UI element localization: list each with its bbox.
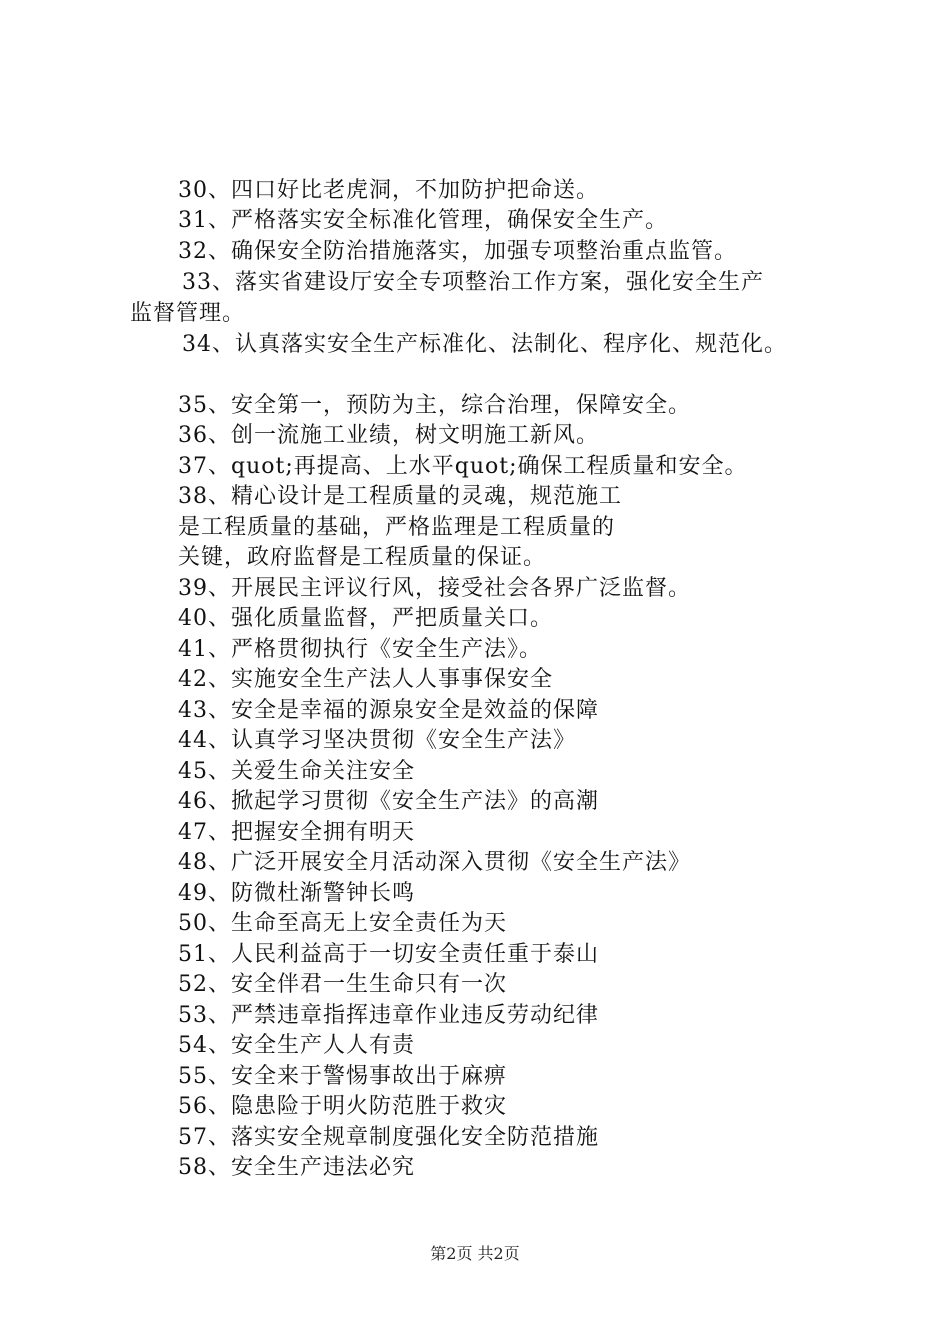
slogan-40: 40、强化质量监督，严把质量关口。	[178, 606, 553, 631]
slogan-50: 50、生命至高无上安全责任为天	[178, 911, 507, 936]
slogan-38-continued-2: 关键，政府监督是工程质量的保证。	[178, 545, 547, 570]
slogan-53: 53、严禁违章指挥违章作业违反劳动纪律	[178, 1003, 599, 1028]
slogan-54: 54、安全生产人人有责	[178, 1033, 415, 1058]
slogan-58: 58、安全生产违法必究	[178, 1155, 415, 1180]
slogan-34: 34、认真落实安全生产标准化、法制化、程序化、规范化。	[182, 332, 787, 357]
slogan-36: 36、创一流施工业绩，树文明施工新风。	[178, 423, 599, 448]
slogan-49: 49、防微杜渐警钟长鸣	[178, 881, 415, 906]
slogan-47: 47、把握安全拥有明天	[178, 820, 415, 845]
slogan-57: 57、落实安全规章制度强化安全防范措施	[178, 1125, 599, 1150]
slogan-31: 31、严格落实安全标准化管理，确保安全生产。	[178, 208, 668, 233]
slogan-32: 32、确保安全防治措施落实，加强专项整治重点监管。	[178, 239, 737, 264]
slogan-52: 52、安全伴君一生生命只有一次	[178, 972, 507, 997]
slogan-41: 41、严格贯彻执行《安全生产法》。	[178, 637, 542, 662]
slogan-42: 42、实施安全生产法人人事事保安全	[178, 667, 553, 692]
slogan-35: 35、安全第一，预防为主，综合治理，保障安全。	[178, 393, 691, 418]
slogan-30: 30、四口好比老虎洞，不加防护把命送。	[178, 178, 599, 203]
slogan-44: 44、认真学习坚决贯彻《安全生产法》	[178, 728, 576, 753]
slogan-45: 45、关爱生命关注安全	[178, 759, 415, 784]
slogan-38-continued-1: 是工程质量的基础，严格监理是工程质量的	[178, 515, 616, 540]
slogan-55: 55、安全来于警惕事故出于麻痹	[178, 1064, 507, 1089]
slogan-46: 46、掀起学习贯彻《安全生产法》的高潮	[178, 789, 599, 814]
slogan-48: 48、广泛开展安全月活动深入贯彻《安全生产法》	[178, 850, 691, 875]
slogan-37: 37、quot;再提高、上水平quot;确保工程质量和安全。	[178, 454, 748, 479]
slogan-43: 43、安全是幸福的源泉安全是效益的保障	[178, 698, 599, 723]
slogan-33-continued: 监督管理。	[130, 301, 246, 326]
page-footer: 第2页 共2页	[430, 1244, 520, 1263]
slogan-51: 51、人民利益高于一切安全责任重于泰山	[178, 942, 599, 967]
slogan-56: 56、隐患险于明火防范胜于救灾	[178, 1094, 507, 1119]
slogan-39: 39、开展民主评议行风，接受社会各界广泛监督。	[178, 576, 691, 601]
slogan-33: 33、落实省建设厅安全专项整治工作方案，强化安全生产	[182, 270, 764, 295]
slogan-38: 38、精心设计是工程质量的灵魂，规范施工	[178, 484, 622, 509]
